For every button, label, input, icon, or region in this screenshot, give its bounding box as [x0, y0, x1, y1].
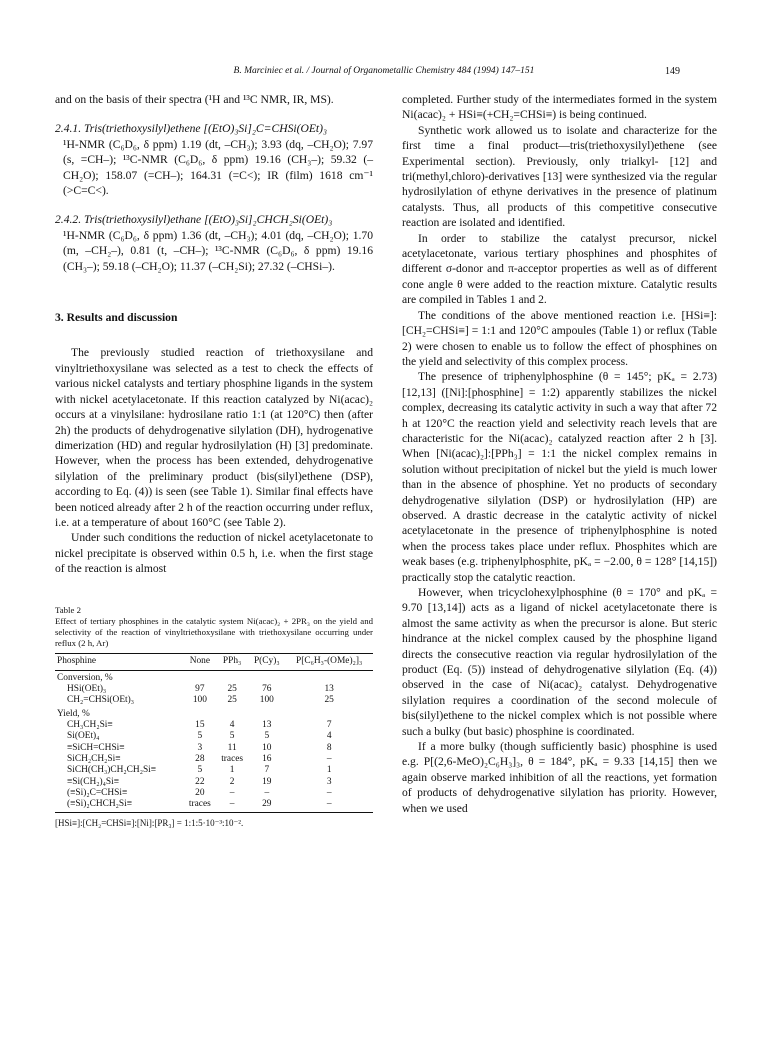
table-cell — [216, 670, 248, 684]
table-cell: 28 — [195, 753, 205, 764]
table-cell — [285, 670, 373, 684]
table-cell: 16 — [262, 753, 272, 764]
body-paragraph: Synthetic work allowed us to isolate and characterize for the first time a final product—tris(triethoxysilyl)ethene (see Experimental section). Previously, only trialkyl- [12] and tri(methyl,chloro)-derivatives [13] were synthesized via the regular hydrosilylation of ethyne derivatives in the presence of platinum catalysts. Thus, all products of this competitive consecutive reaction are isolated and identified. — [402, 123, 717, 230]
table-cell: 13 — [324, 684, 334, 695]
table-cell: 1 — [229, 765, 235, 776]
page-number: 149 — [665, 66, 680, 77]
subsection-title-2-4-1: 2.4.1. Tris(triethoxysilyl)ethene [(EtO)₃Si]₂C=CHSi(OEt)₃ — [55, 122, 328, 136]
table-row-label: Conversion, % — [57, 672, 113, 683]
section-title-results: 3. Results and discussion — [55, 311, 178, 325]
table-row-label: Yield, % — [57, 708, 90, 719]
table-cell — [216, 707, 248, 720]
table-cell: – — [264, 787, 270, 798]
table-cell: 100 — [259, 695, 274, 706]
table-cell: 100 — [192, 695, 207, 706]
table-header-cell: None — [184, 653, 216, 670]
table-row — [55, 731, 373, 742]
table-row — [55, 788, 373, 799]
body-paragraph: completed. Further study of the intermediates formed in the system Ni(acac)₂ + HSi≡(+CH₂=CHSi≡) is being continued. — [402, 93, 717, 122]
table-footnote: [HSi≡]:[CH₂=CHSi≡]:[Ni]:[PR₃] = 1:1:5·10⁻³:10⁻². — [55, 818, 244, 829]
table-cell — [184, 670, 216, 684]
table-cell — [184, 707, 216, 720]
table-cell: 5 — [197, 765, 203, 776]
table-cell: – — [216, 799, 248, 813]
table-group-row — [55, 707, 373, 720]
table-row — [55, 799, 373, 813]
table-cell: 11 — [227, 742, 237, 753]
table-cell: 7 — [326, 720, 332, 731]
table-cell — [285, 707, 373, 720]
table-cell: 25 — [227, 684, 237, 695]
table-cell: 29 — [248, 799, 285, 813]
table-cell: 5 — [197, 731, 203, 742]
table-row-label: ≡SiCH=CHSi≡ — [67, 742, 125, 753]
table-row — [55, 765, 373, 776]
body-paragraph: Under such conditions the reduction of nickel acetylacetonate to nickel precipitate is observed within 0.5 h, i.e. when the first stage of the reaction is almost — [55, 531, 373, 576]
table-header-cell: P[C₆H₃-(OMe)₂]₃ — [285, 653, 373, 670]
table-cell: traces — [221, 753, 244, 764]
table-cell: 4 — [229, 720, 235, 731]
table-row-label: Si(OEt)₄ — [67, 731, 100, 742]
table-row — [55, 743, 373, 754]
body-paragraph: The presence of triphenylphosphine (θ = 145°; pKₐ = 2.73) [12,13] ([Ni]:[phosphine] = 1:2) apparently stabilizes the nickel complex, decreasing its catalytic activity in such a way that after 72 h at 120°C the reaction yield and selectivity reach levels that are characteristic for the Ni(acac)₂ catalyzed reaction after 2 h [3]. When [Ni(acac)₂]:[PPh₃] = 1:1 the nickel complex remains in solution without precipitation of nickel but the yield is much lower than in the absence of phosphine. Yet no products of secondary dehydrogenative silylation (DSP) or hydrosilylation (HP) are observed. A drastic decrease in the catalytic activity of nickel acetylacetonate in the presence of triphenylphosphine is noted when the process takes place under reflux. Phosphites which are weak bases (e.g. triphenylphosphite, pKₐ = −2.00, θ = 128° [14,15]) practically stop the catalytic reaction. — [402, 370, 717, 584]
nmr-data-2-4-2: ¹H-NMR (C₆D₆, δ ppm) 1.36 (dt, –CH₃); 4.01 (dq, –CH₂O); 1.70 (m, –CH₂–), 0.81 (t, –CH–); ¹³C-NMR (C₆D₆, δ ppm) 19.16 (CH₃–); 59.18 (–CH₂O); 11.37 (–CH₂Si); 27.32 (–CHSi–). — [63, 228, 373, 273]
table-row — [55, 684, 373, 695]
body-paragraph: The conditions of the above mentioned reaction i.e. [HSi≡]:[CH₂=CHSi≡] = 1:1 and 120°C ampoules (Table 1) or reflux (Table 2) were chosen to enable us to follow the effect of phosphines on the yield and selectivity of this complex process. — [402, 308, 717, 368]
table-cell: 3 — [197, 742, 203, 753]
body-paragraph: However, when tricyclohexylphosphine (θ = 170° and pKₐ = 9.70 [13,14]) acts as a ligand of nickel acetylacetonate there is almost the same activity as when the precursor is alone. But steric hindrance at the nickel complex caused by the phosphine ligand directs the consecutive reaction via regular hydrosilylation of the product (Eq. (5)) instead of dehydrogenative silylation (Eq. (4)) observed in the case of Ni(acac)₂ catalyst. Dehydrogenative silylation requires a coordination of the second molecule of bis(silyl)ethene to the nickel complex which is not possible where such a bulky (but basic) phosphine is coordinated. — [402, 586, 717, 738]
table-cell: traces — [184, 799, 216, 813]
table-cell: 4 — [326, 731, 332, 742]
table-cell: 13 — [262, 720, 272, 731]
table-header-cell: Phosphine — [55, 653, 184, 670]
table-cell: 8 — [326, 742, 332, 753]
table-cell: 20 — [195, 787, 205, 798]
table-row — [55, 754, 373, 765]
table-row-label: (≡Si)₂C=CHSi≡ — [67, 787, 128, 798]
table-row-label: ≡Si(CH₂)₄Si≡ — [67, 776, 120, 787]
table-cell: 5 — [264, 731, 270, 742]
table-cell: 76 — [262, 684, 272, 695]
intro-tail-paragraph: and on the basis of their spectra (¹H and ¹³C NMR, IR, MS). — [55, 93, 334, 106]
table-row-label: HSi(OEt)₃ — [67, 684, 107, 695]
nmr-data-2-4-1: ¹H-NMR (C₆D₆, δ ppm) 1.19 (dt, –CH₃); 3.93 (dq, –CH₂O); 7.97 (s, =CH–); ¹³C-NMR (C₆D₆, δ ppm) 19.16 (CH₃–); 59.32 (–CH₂O); 158.07 (=CH–); 164.31 (=C<); IR (film) 1618 cm⁻¹ (>C=C<). — [63, 137, 373, 198]
right-column — [402, 92, 717, 816]
running-head: B. Marciniec et al. / Journal of Organometallic Chemistry 484 (1994) 147–151 — [233, 66, 535, 76]
table-cell: 97 — [195, 684, 205, 695]
table-cell — [248, 707, 285, 720]
table-cell: 2 — [229, 776, 235, 787]
table-cell: – — [229, 787, 235, 798]
table-row-label: SiCH(CH₃)CH₂CH₂Si≡ — [67, 765, 157, 776]
table-body — [55, 670, 373, 813]
table-row-label: (≡Si)₂CHCH₂Si≡ — [55, 799, 184, 813]
table-cell: 10 — [262, 742, 272, 753]
left-column — [55, 92, 373, 832]
table-cell: – — [326, 787, 332, 798]
table-caption — [55, 605, 373, 649]
table-row — [55, 777, 373, 788]
table-row — [55, 695, 373, 706]
table-group-row — [55, 670, 373, 684]
table-header-cell: P(Cy)₃ — [248, 653, 285, 670]
table-cell: – — [326, 753, 332, 764]
table-cell: 22 — [195, 776, 205, 787]
table-cell: 19 — [262, 776, 272, 787]
table-cell: 1 — [326, 765, 332, 776]
table-cell: 7 — [264, 765, 270, 776]
table-cell: 25 — [324, 695, 334, 706]
table-cell: 15 — [195, 720, 205, 731]
table-row-label: CH₂=CHSi(OEt)₃ — [67, 695, 135, 706]
table-header-cell: PPh₃ — [216, 653, 248, 670]
table-row — [55, 720, 373, 731]
table-cell: 5 — [229, 731, 235, 742]
table-cell: 3 — [326, 776, 332, 787]
subsection-title-2-4-2: 2.4.2. Tris(triethoxysilyl)ethane [(EtO)₃Si]₂CHCH₂Si(OEt)₃ — [55, 213, 333, 227]
table-cell — [248, 670, 285, 684]
table-row-label: CH₃CH₂Si≡ — [67, 720, 113, 731]
table-cell: 25 — [227, 695, 237, 706]
table-row-label: SiCH₂CH₂Si≡ — [67, 753, 121, 764]
results-table — [55, 653, 373, 814]
table-label: Table 2 — [55, 604, 82, 615]
body-paragraph: In order to stabilize the catalyst precursor, nickel acetylacetonate, various tertiary phosphines and phosphites of different σ-donor and π-acceptor properties as well as of different cone angle θ were added to the reaction mixture. Catalytic results are compiled in Tables 1 and 2. — [402, 231, 717, 307]
body-paragraph: If a more bulky (though sufficiently basic) phosphine is used e.g. P[(2,6-MeO)₂C₆H₃]₃, θ = 184°, pKₐ = 9.33 [14,15] then we again observe marked inhibition of all the reactions, yet formation of products of dehydrogenative silylation has priority. However, when we used — [402, 740, 717, 815]
table-caption-text: Effect of tertiary phosphines in the catalytic system Ni(acac)₂ + 2PR₃ on the yield and selectivity of the reaction of vinyltriethoxysilane with triethoxysilane occurring under reflux (2 h, Ar) — [55, 615, 373, 648]
table-cell: – — [285, 799, 373, 813]
body-paragraph: The previously studied reaction of triethoxysilane and vinyltriethoxysilane was selected as a test to check the effects of various nickel catalysts and tertiary phosphine ligands in the system with nickel acetylacetonate. If this reaction catalyzed by Ni(acac)₂ occurs at a vinylsilane: hydrosilane ratio 1:1 (at 120°C) then (after 2h) the products of dehydrogenative silylation (DH), hydrogenative dimerization (HD) and regular hydrosilylation (H) [3] predominate. However, when the process has been extended, dehydrogenative silylation of the preliminary product (bis(silyl)ethene (DSP), according to Eq. (4)) is seen (see Table 1). Similar final effects have been noticed already after 2 h of the reaction occurring under reflux, i.e. at a temperature of about 160°C (see Table 2). — [55, 346, 373, 529]
